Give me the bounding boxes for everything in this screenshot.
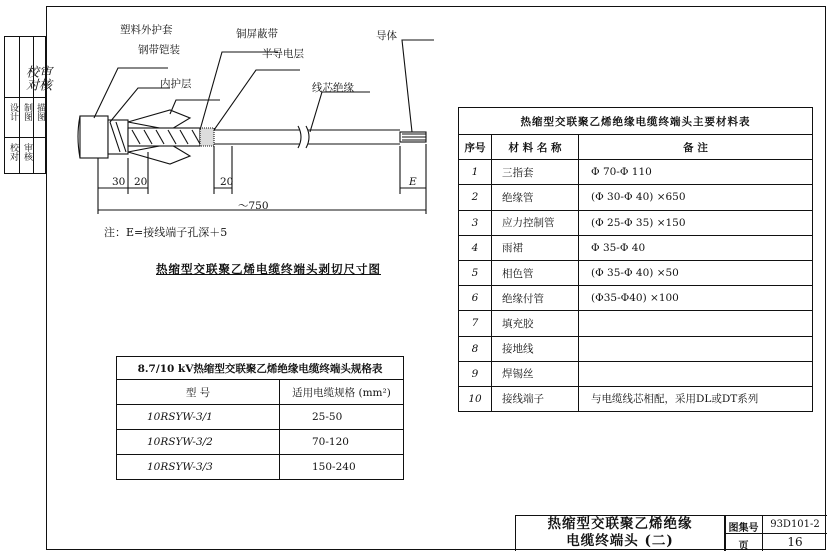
- row-spec: (Φ 30-Φ 40) ×650: [579, 185, 813, 210]
- cable-diagram: [60, 18, 450, 218]
- row-no: 5: [459, 260, 492, 285]
- header-name: 材 料 名 称: [492, 135, 579, 160]
- table-row: [459, 361, 813, 386]
- page-label: 页: [738, 541, 749, 552]
- atlas-number: 93D101-2: [770, 519, 820, 530]
- table-row: [459, 311, 813, 336]
- dim-e: E: [409, 176, 417, 188]
- row-no: 6: [459, 286, 492, 311]
- table-row: [459, 386, 813, 411]
- table-row: [117, 430, 404, 455]
- row-no: 4: [459, 235, 492, 260]
- row-name: 绝缘管: [492, 185, 579, 210]
- row-spec: [579, 361, 813, 386]
- row-name: 绝缘付管: [492, 286, 579, 311]
- spec-title: 8.7/10 kV热缩型交联聚乙烯绝缘电缆终端头规格表: [117, 357, 404, 380]
- table-row: [117, 405, 404, 430]
- table-row: [459, 235, 813, 260]
- row-no: 7: [459, 311, 492, 336]
- header-range: 适用电缆规格 (mm²): [280, 380, 404, 405]
- row-spec: [579, 311, 813, 336]
- row-no: 1: [459, 160, 492, 185]
- row-name: 应力控制管: [492, 210, 579, 235]
- sidebar-label: 制图: [22, 103, 32, 121]
- callout-outer-sheath: 塑料外护套: [120, 24, 173, 36]
- row-spec: Φ 35-Φ 40: [579, 235, 813, 260]
- row-spec: (Φ 35-Φ 40) ×50: [579, 260, 813, 285]
- table-row: [117, 455, 404, 480]
- sidebar-label: 校对: [8, 143, 18, 161]
- header-model: 型 号: [117, 380, 280, 405]
- row-spec: [579, 336, 813, 361]
- row-name: 填充胶: [492, 311, 579, 336]
- dim-30: 30: [112, 176, 126, 188]
- materials-title: 热缩型交联聚乙烯绝缘电缆终端头主要材料表: [459, 108, 813, 135]
- row-spec: 与电缆线芯相配，采用DL或DT系列: [579, 386, 813, 411]
- callout-conductor: 导体: [376, 30, 397, 42]
- table-row: [459, 210, 813, 235]
- sidebar-label: 审核: [22, 143, 32, 161]
- row-model: 10RSYW-3/3: [117, 455, 280, 480]
- callout-steel-armor: 钢带铠装: [138, 44, 180, 56]
- table-row: [459, 185, 813, 210]
- table-row: [459, 260, 813, 285]
- row-range: 150-240: [280, 455, 404, 480]
- row-name: 焊锡丝: [492, 361, 579, 386]
- row-no: 2: [459, 185, 492, 210]
- row-name: 相色管: [492, 260, 579, 285]
- drawing-title: [516, 516, 724, 551]
- row-range: 25-50: [280, 405, 404, 430]
- table-row: [459, 160, 813, 185]
- header-remark: 备 注: [579, 135, 813, 160]
- dim-20: 20: [220, 176, 234, 188]
- signature-mark: 审核: [36, 65, 51, 91]
- row-name: 雨裙: [492, 235, 579, 260]
- diagram-caption: 热缩型交联聚乙烯电缆终端头剥切尺寸图: [156, 262, 381, 276]
- callout-core-insulation: 线芯绝缘: [312, 82, 354, 94]
- dim-20: 20: [134, 176, 148, 188]
- diagram-note: 注：E=接线端子孔深＋5: [104, 226, 228, 239]
- row-model: 10RSYW-3/2: [117, 430, 280, 455]
- title-line-2: 电缆终端头 (二): [566, 533, 674, 549]
- table-row: [459, 336, 813, 361]
- atlas-label: 图集号: [728, 523, 759, 534]
- row-model: 10RSYW-3/1: [117, 405, 280, 430]
- row-spec: (Φ 25-Φ 35) ×150: [579, 210, 813, 235]
- row-no: 10: [459, 386, 492, 411]
- row-name: 三指套: [492, 160, 579, 185]
- callout-copper-shield: 铜屏蔽带: [236, 28, 278, 40]
- row-spec: Φ 70-Φ 110: [579, 160, 813, 185]
- signature-mark: 校对: [23, 65, 38, 91]
- table-row: [459, 286, 813, 311]
- materials-table: [458, 107, 813, 412]
- row-range: 70-120: [280, 430, 404, 455]
- sidebar-divider: [5, 137, 45, 138]
- spec-table: [116, 356, 404, 480]
- title-line-1: 热缩型交联聚乙烯绝缘: [547, 516, 693, 532]
- callout-inner-sheath: 内护层: [160, 78, 192, 90]
- sidebar-label: 描图: [35, 103, 45, 121]
- callout-semi-conductive: 半导电层: [262, 48, 304, 60]
- header-no: 序号: [459, 135, 492, 160]
- row-name: 接地线: [492, 336, 579, 361]
- row-no: 3: [459, 210, 492, 235]
- dim-total: ～750: [238, 200, 269, 212]
- row-no: 8: [459, 336, 492, 361]
- sidebar-label: 设计: [8, 103, 18, 121]
- row-spec: (Φ35-Φ40) ×100: [579, 286, 813, 311]
- sidebar-divider: [5, 97, 45, 98]
- approval-sidebar: [4, 36, 51, 174]
- row-no: 9: [459, 361, 492, 386]
- page-number: 16: [787, 535, 803, 549]
- row-name: 接线端子: [492, 386, 579, 411]
- title-block: [515, 515, 827, 551]
